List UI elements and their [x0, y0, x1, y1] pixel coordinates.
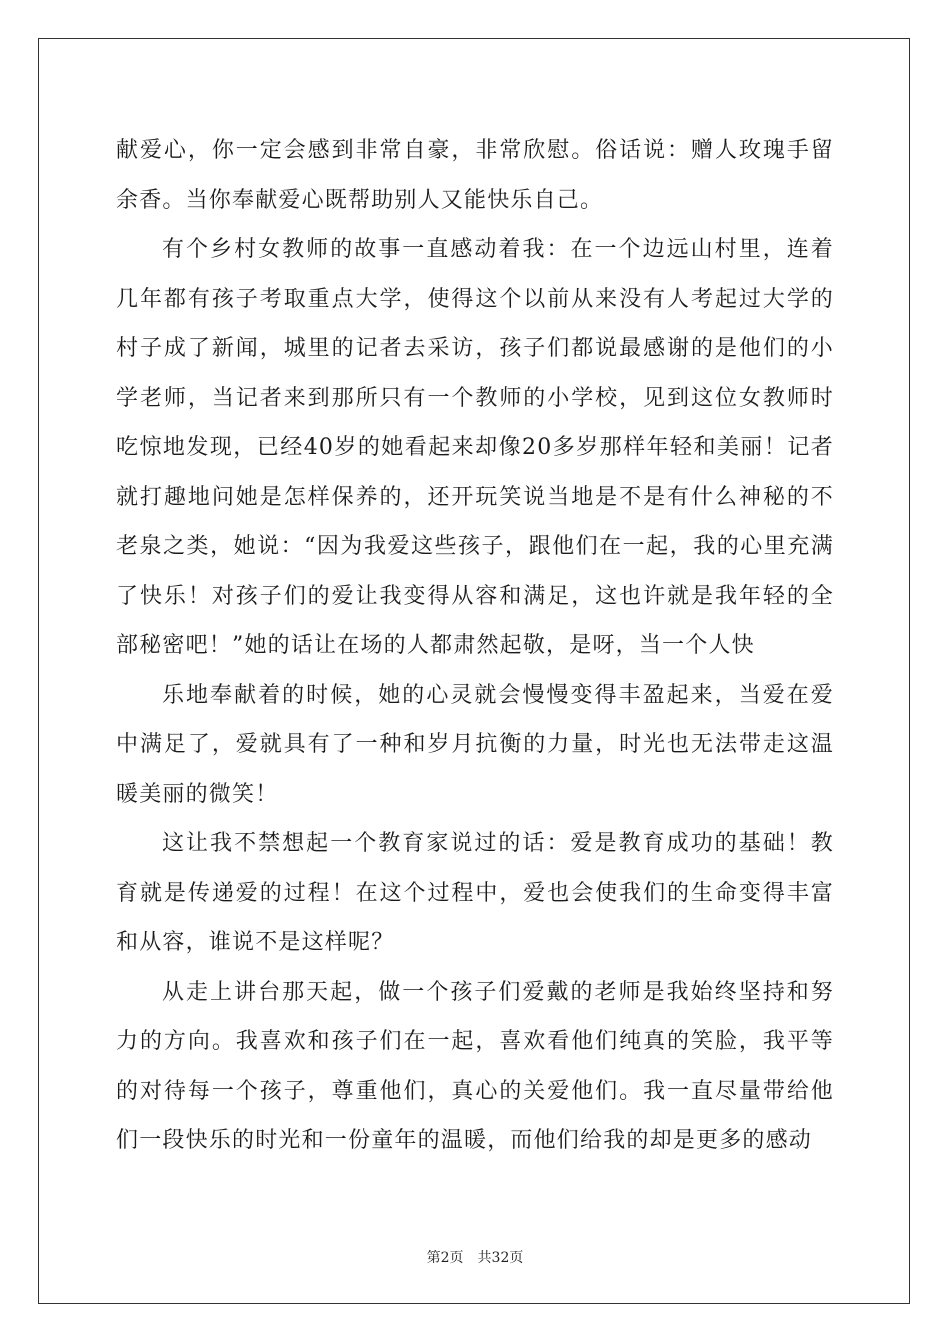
- paragraph-1: 献爱心，你一定会感到非常自豪，非常欣慰。俗话说：赠人玫瑰手留余香。当你奉献爱心既帮助别人又能快乐自己。: [116, 138, 834, 213]
- document-body: [116, 126, 834, 1166]
- paragraph-4: 这让我不禁想起一个教育家说过的话：爱是教育成功的基础！教育就是传递爱的过程！在这个过程中，爱也会使我们的生命变得丰富和从容，谁说不是这样呢？: [116, 831, 834, 955]
- paragraph-3: 乐地奉献着的时候，她的心灵就会慢慢变得丰盈起来，当爱在爱中满足了，爱就具有了一种和岁月抗衡的力量，时光也无法带走这温暖美丽的微笑！: [116, 682, 834, 807]
- paragraph-5: 从走上讲台那天起，做一个孩子们爱戴的老师是我始终坚持和努力的方向。我喜欢和孩子们在一起，喜欢看他们纯真的笑脸，我平等的对待每一个孩子，尊重他们，真心的关爱他们。我一直尽量带给他们一段快乐的时光和一份童年的温暖，而他们给我的却是更多的感动: [116, 979, 834, 1153]
- paragraph-2: 有个乡村女教师的故事一直感动着我：在一个边远山村里，连着几年都有孩子考取重点大学，使得这个以前从来没有人考起过大学的村子成了新闻，城里的记者去采访，孩子们都说最感谢的是他们的小学老师，当记者来到那所只有一个教师的小学校，见到这位女教师时吃惊地发现，已经40岁的她看起来却像20多岁那样年轻和美丽！记者就打趣地问她是怎样保养的，还开玩笑说当地是不是有什么神秘的不老泉之类，她说：“因为我爱这些孩子，跟他们在一起，我的心里充满了快乐！对孩子们的爱让我变得从容和满足，这也许就是我年轻的全部秘密吧！”她的话让在场的人都肃然起敬，是呀，当一个人快: [116, 237, 834, 658]
- page-number-footer: 第2页 共32页: [426, 1250, 524, 1266]
